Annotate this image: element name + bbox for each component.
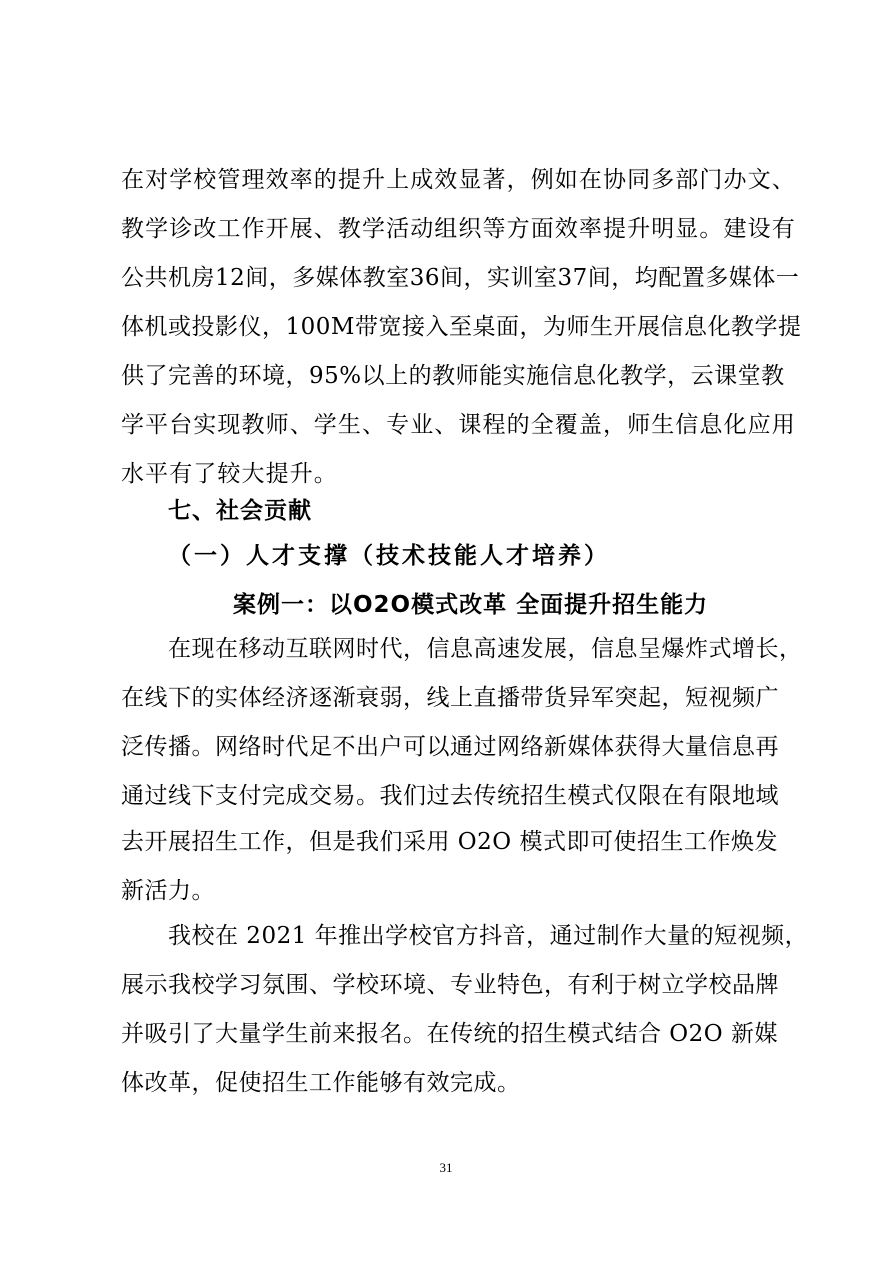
paragraph-2-line: 在现在移动互联网时代，信息高速发展，信息呈爆炸式增长， [168, 636, 803, 662]
paragraph-1-line: 水平有了较大提升。 [121, 461, 338, 487]
paragraph-2-line: 泛传播。网络时代足不出户可以通过网络新媒体获得大量信息再 [121, 734, 779, 760]
page-number: 31 [439, 1160, 453, 1175]
subsection-heading: （一）人才支撑（技术技能人才培养） [168, 543, 610, 569]
paragraph-2-line: 在线下的实体经济逐渐衰弱，线上直播带货异军突起，短视频广 [121, 685, 779, 711]
paragraph-3-line: 体改革，促使招生工作能够有效完成。 [121, 1070, 521, 1096]
case-heading: 案例一：以O2O模式改革 全面提升招生能力 [233, 592, 709, 618]
paragraph-2-line: 新活力。 [121, 878, 215, 904]
paragraph-1-line: 教学诊改工作开展、教学活动组织等方面效率提升明显。建设有 [121, 216, 796, 242]
paragraph-3-line: 并吸引了大量学生前来报名。在传统的招生模式结合 O2O 新媒 [121, 1021, 778, 1047]
paragraph-1-line: 体机或投影仪，100M带宽接入至桌面，为师生开展信息化教学提 [121, 314, 802, 340]
paragraph-2-line: 去开展招生工作，但是我们采用 O2O 模式即可使招生工作焕发 [121, 829, 778, 855]
paragraph-3-line: 展示我校学习氛围、学校环境、专业特色，有利于树立学校品牌 [121, 972, 779, 998]
paragraph-1-line: 供了完善的环境，95%以上的教师能实施信息化教学，云课堂教 [121, 363, 785, 389]
paragraph-3-line: 我校在 2021 年推出学校官方抖音，通过制作大量的短视频， [168, 923, 809, 949]
paragraph-1-line: 公共机房12间，多媒体教室36间，实训室37间，均配置多媒体一 [121, 265, 800, 291]
paragraph-1-line: 在对学校管理效率的提升上成效显著，例如在协同多部门办文、 [121, 167, 796, 193]
paragraph-1-line: 学平台实现教师、学生、专业、课程的全覆盖，师生信息化应用 [121, 412, 796, 438]
paragraph-2-line: 通过线下支付完成交易。我们过去传统招生模式仅限在有限地域 [121, 783, 779, 809]
section-heading: 七、社会贡献 [168, 498, 312, 524]
